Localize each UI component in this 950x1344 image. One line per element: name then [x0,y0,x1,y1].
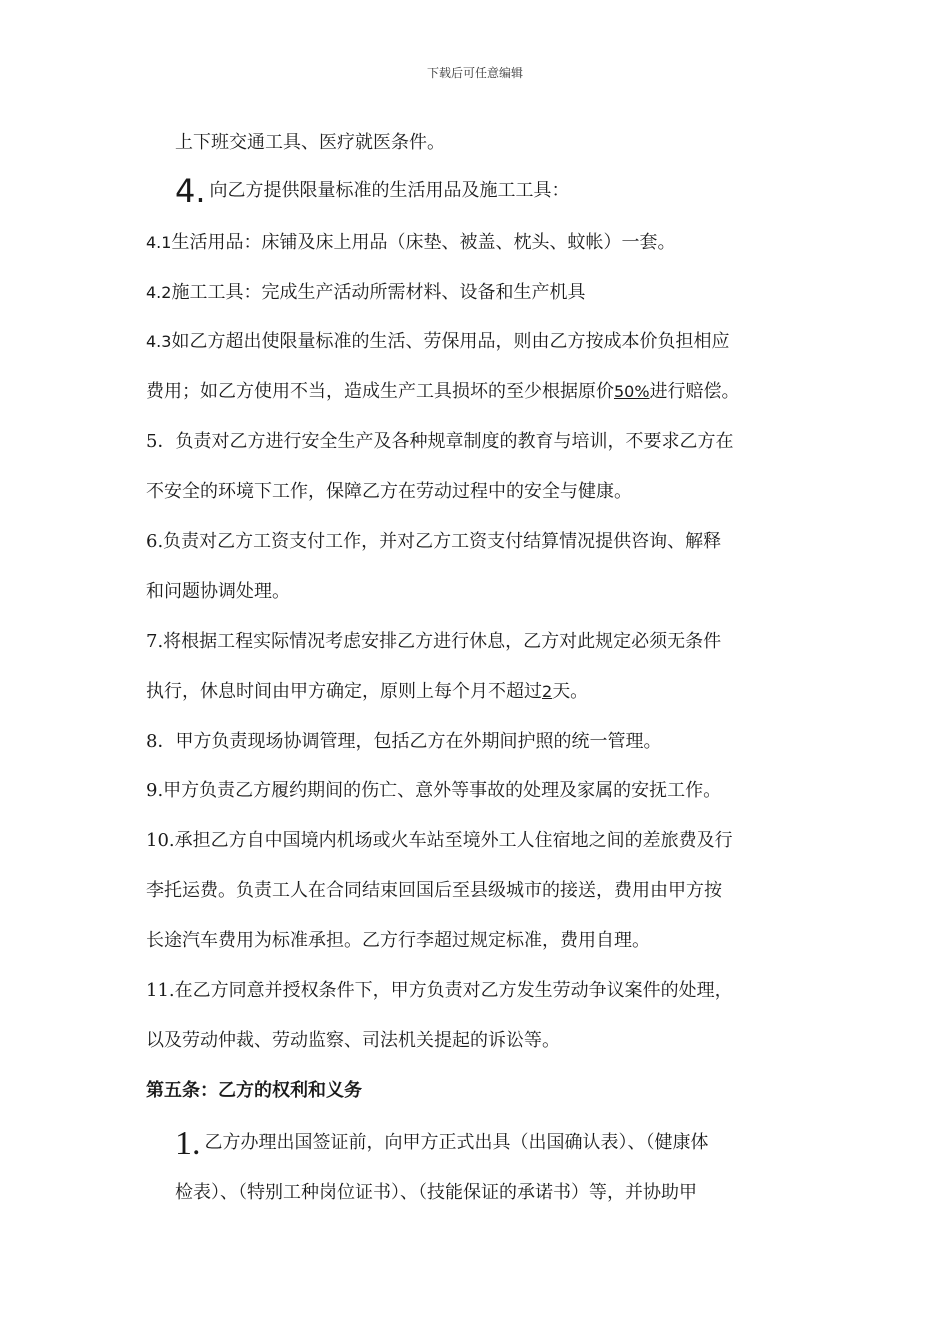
underlined-value: 50% [614,382,650,401]
text-line: 不安全的环境下工作，保障乙方在劳动过程中的安全与健康。 [146,481,632,502]
text-line: 上下班交通工具、医疗就医条件。 [175,132,445,153]
list-number: 4.2 [146,283,172,302]
list-item-4-1 [146,230,816,256]
underlined-value: 2 [542,682,553,701]
list-text: 如乙方超出使限量标准的生活、劳保用品，则由乙方按成本价负担相应 [171,331,730,352]
text-segment: 进行赔偿。 [649,381,740,402]
text-line: 6.负责对乙方工资支付工作，并对乙方工资支付结算情况提供咨询、解释 [146,531,722,552]
list-item-4 [175,172,815,210]
text-line: 长途汽车费用为标准承担。乙方行李超过规定标准，费用自理。 [146,930,650,951]
text-segment: 费用；如乙方使用不当，造成生产工具损坏的至少根据原价 [146,381,614,402]
text-line [146,679,816,705]
text-line: 检表）、（特别工种岗位证书）、（技能保证的承诺书）等，并协助甲 [175,1182,697,1203]
text-line: 5．负责对乙方进行安全生产及各种规章制度的教育与培训，不要求乙方在 [146,431,734,452]
list-number: 1. [175,1125,201,1162]
text-line: 8．甲方负责现场协调管理，包括乙方在外期间护照的统一管理。 [146,731,662,752]
text-line [146,379,816,405]
section-heading: 第五条：乙方的权利和义务 [146,1080,362,1101]
text-segment: 执行，休息时间由甲方确定，原则上每个月不超过 [146,681,542,702]
text-line: 和问题协调处理。 [146,581,290,602]
text-segment: 天。 [552,681,589,702]
text-line: 10.承担乙方自中国境内机场或火车站至境外工人住宿地之间的差旅费及行 [146,830,733,851]
list-item-4-2 [146,280,816,306]
list-item-4-3 [146,329,816,355]
text-line: 李托运费。负责工人在合同结束回国后至县级城市的接送，费用由甲方按 [146,880,722,901]
text-line: 以及劳动仲裁、劳动监察、司法机关提起的诉讼等。 [146,1030,560,1051]
page-header: 下载后可任意编辑 [426,66,523,80]
text-line: 11.在乙方同意并授权条件下，甲方负责对乙方发生劳动争议案件的处理， [146,980,733,1001]
list-text: 乙方办理出国签证前，向甲方正式出具（出国确认表）、（健康体 [204,1132,709,1153]
list-number: 4.3 [146,332,172,351]
text-line: 7.将根据工程实际情况考虑安排乙方进行休息，乙方对此规定必须无条件 [146,631,722,652]
list-item-1 [175,1125,815,1162]
list-text: 施工工具：完成生产活动所需材料、设备和生产机具 [171,282,586,303]
list-text: 向乙方提供限量标准的生活用品及施工工具： [209,180,570,201]
list-text: 生活用品：床铺及床上用品（床垫、被盖、枕头、蚊帐）一套。 [171,232,676,253]
list-number: 4. [175,172,206,210]
text-line: 9.甲方负责乙方履约期间的伤亡、意外等事故的处理及家属的安抚工作。 [146,780,722,801]
list-number: 4.1 [146,233,172,252]
